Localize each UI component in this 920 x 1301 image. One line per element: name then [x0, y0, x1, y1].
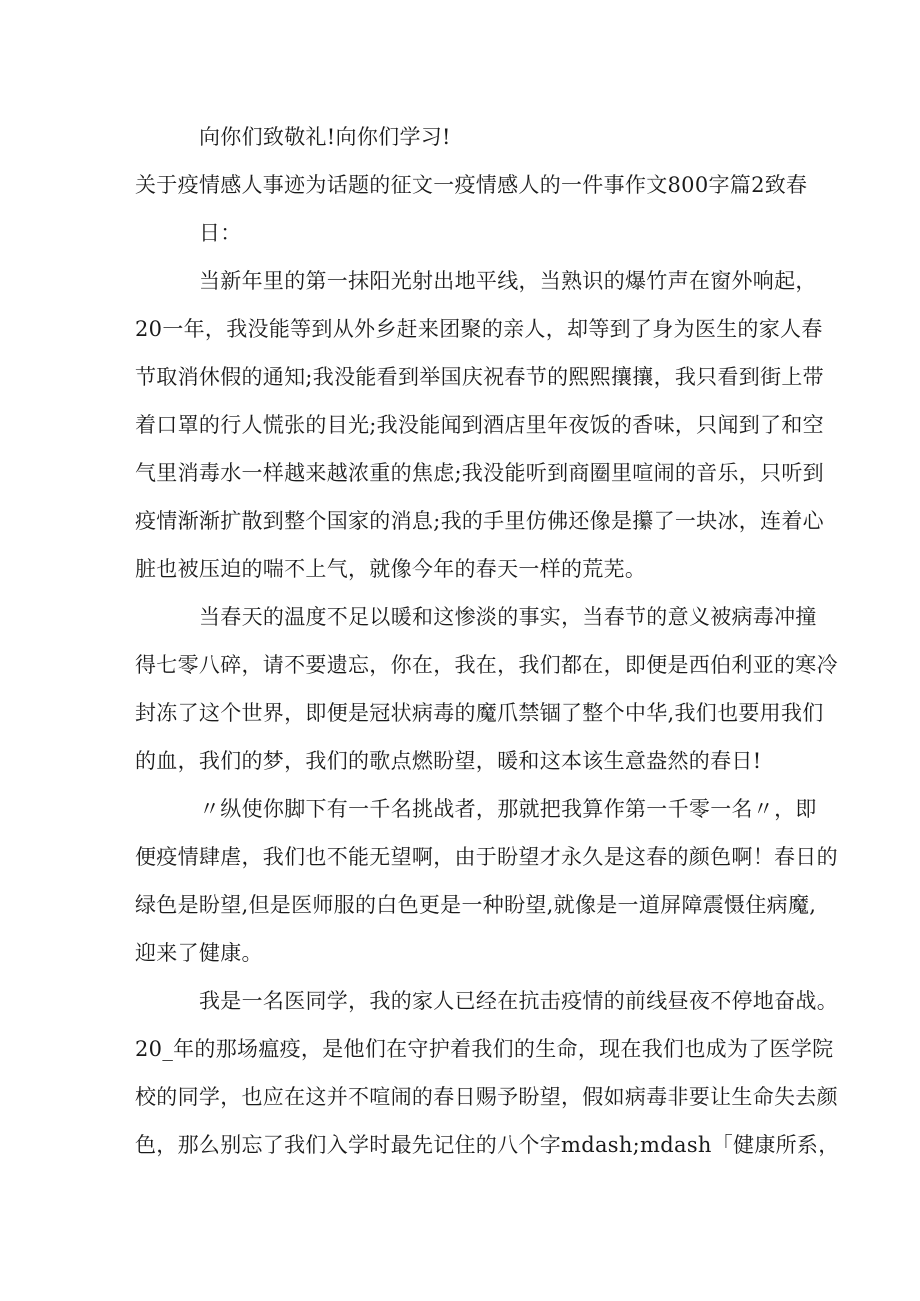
paragraph-start: 我是一名医同学，我的家人已经在抗击疫情的前线昼夜不停地奋战。 [199, 989, 838, 1013]
text-line: 疫情渐渐扩散到整个国家的消息;我的手里仿佛还像是攥了一块冰，连着心 [135, 509, 824, 533]
paragraph-start: 〃纵使你脚下有一千名挑战者，那就把我算作第一千零一名〃，即 [199, 797, 817, 821]
paragraph-start: 当新年里的第一抹阳光射出地平线，当熟识的爆竹声在窗外响起， [199, 269, 817, 293]
text-line: 气里消毒水一样越来越浓重的焦虑;我没能听到商圈里喧闹的音乐，只听到 [135, 461, 824, 485]
text-line: 迎来了健康。 [135, 941, 263, 965]
text-line: 着口罩的行人慌张的目光;我没能闻到酒店里年夜饭的香味，只闻到了和空 [135, 413, 824, 437]
text-line: 色，那么别忘了我们入学时最先记住的八个字mdash;mdash「健康所系， [135, 1133, 840, 1157]
text-line: 节取消休假的通知;我没能看到举国庆祝春节的熙熙攘攘，我只看到街上带 [135, 365, 824, 389]
text-line: 向你们致敬礼!向你们学习! [199, 125, 451, 149]
text-line: 脏也被压迫的喘不上气，就像今年的春天一样的荒芜。 [135, 557, 647, 581]
text-line: 的血，我们的梦，我们的歌点燃盼望，暖和这本该生意盎然的春日! [135, 749, 762, 773]
text-line: 校的同学，也应在这并不喧闹的春日赐予盼望，假如病毒非要让生命失去颜 [135, 1085, 838, 1109]
paragraph-start: 当春天的温度不足以暖和这惨淡的事实，当春节的意义被病毒冲撞 [199, 605, 817, 629]
text-line: 封冻了这个世界，即便是冠状病毒的魔爪禁锢了整个中华,我们也要用我们 [135, 701, 824, 725]
text-line: 便疫情肆虐，我们也不能无望啊，由于盼望才永久是这春的颜色啊！春日的 [135, 845, 838, 869]
text-line: 绿色是盼望,但是医师服的白色更是一种盼望,就像是一道屏障震慑住病魔, [135, 893, 817, 917]
text-line: 20_年的那场瘟疫，是他们在守护着我们的生命，现在我们也成为了医学院 [135, 1037, 834, 1061]
heading-line: 关于疫情感人事迹为话题的征文一疫情感人的一件事作文800字篇2致春 [135, 173, 808, 197]
text-line: 20一年，我没能等到从外乡赶来团聚的亲人，却等到了身为医生的家人春 [135, 317, 823, 341]
text-line: 得七零八碎，请不要遗忘，你在，我在，我们都在，即便是西伯利亚的寒冷 [135, 653, 838, 677]
text-line: 日： [199, 221, 242, 245]
